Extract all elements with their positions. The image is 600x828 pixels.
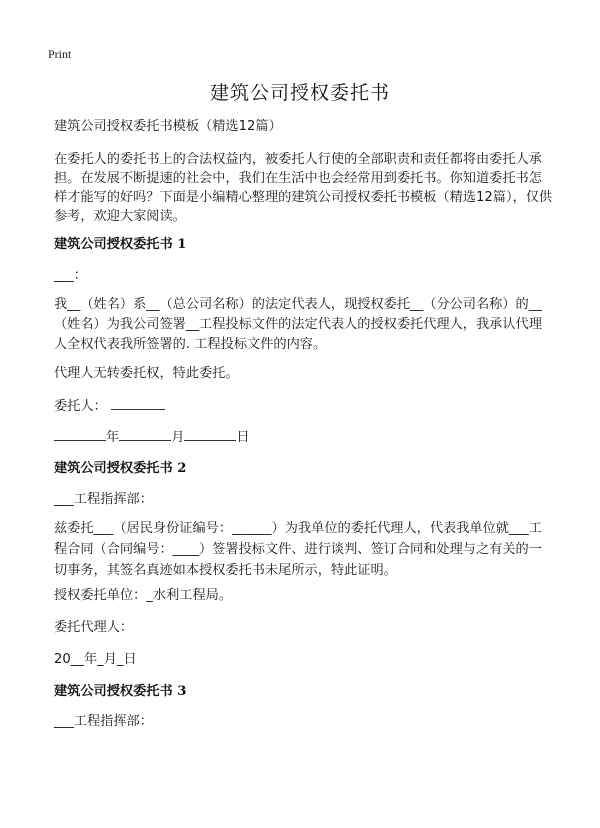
month-blank xyxy=(119,429,171,441)
section-2-body: 兹委托___（居民身份证编号：______）为我单位的委托代理人，代表我单位就___工程合同（合同编号：____）签署投标文件、进行谈判、签订合同和处理与之有关的一切事务，其签名真迹如本授权委托书未尾所示，特此证明。 xyxy=(54,521,542,578)
principal-blank xyxy=(111,398,165,410)
document-subtitle: 建筑公司授权委托书模板（精选12篇） xyxy=(54,119,282,134)
section-1-heading: 建筑公司授权委托书 1 xyxy=(54,237,187,252)
section-1-body: 我__（姓名）系__（总公司名称）的法定代表人，现授权委托__（分公司名称）的__（姓名）为我公司签署__工程投标文件的法定代表人的授权委托代理人，我承认代理人全权代表我所签署的. 工程投标文件的内容。 xyxy=(54,297,542,352)
intro-paragraph: 在委托人的委托书上的合法权益内，被委托人行使的全部职责和责任都将由委托人承担。在发展不断提速的社会中，我们在生活中也会经常用到委托书。你知道委托书怎样才能写的好吗？下面是小编精心整理的建筑公司授权委托书模板（精选12篇），仅供参考，欢迎大家阅读。 xyxy=(54,152,553,224)
section-2-unit-line: 授权委托单位：_水利工程局。 xyxy=(54,588,233,603)
section-2-agent-line: 委托代理人： xyxy=(54,620,134,635)
year-blank xyxy=(54,429,106,441)
section-1-no-transfer: 代理人无转委托权，特此委托。 xyxy=(54,366,239,381)
section-1-salutation: ___： xyxy=(54,268,87,283)
month-label: 月 xyxy=(171,430,185,445)
section-2-date-line: 20__年_月_日 xyxy=(54,652,137,667)
section-1-date-line xyxy=(54,428,554,448)
principal-label: 委托人： xyxy=(54,399,107,414)
document-title: 建筑公司授权委托书 xyxy=(209,82,390,104)
day-label: 日 xyxy=(236,430,250,445)
day-blank xyxy=(184,429,236,441)
section-2-salutation: ___工程指挥部： xyxy=(54,492,153,507)
section-2-heading: 建筑公司授权委托书 2 xyxy=(54,461,187,476)
section-1-principal-line xyxy=(54,397,554,417)
section-3-salutation: ___工程指挥部： xyxy=(54,714,153,729)
year-label: 年 xyxy=(106,430,120,445)
section-3-heading: 建筑公司授权委托书 3 xyxy=(54,684,187,699)
print-label[interactable]: Print xyxy=(48,47,72,61)
